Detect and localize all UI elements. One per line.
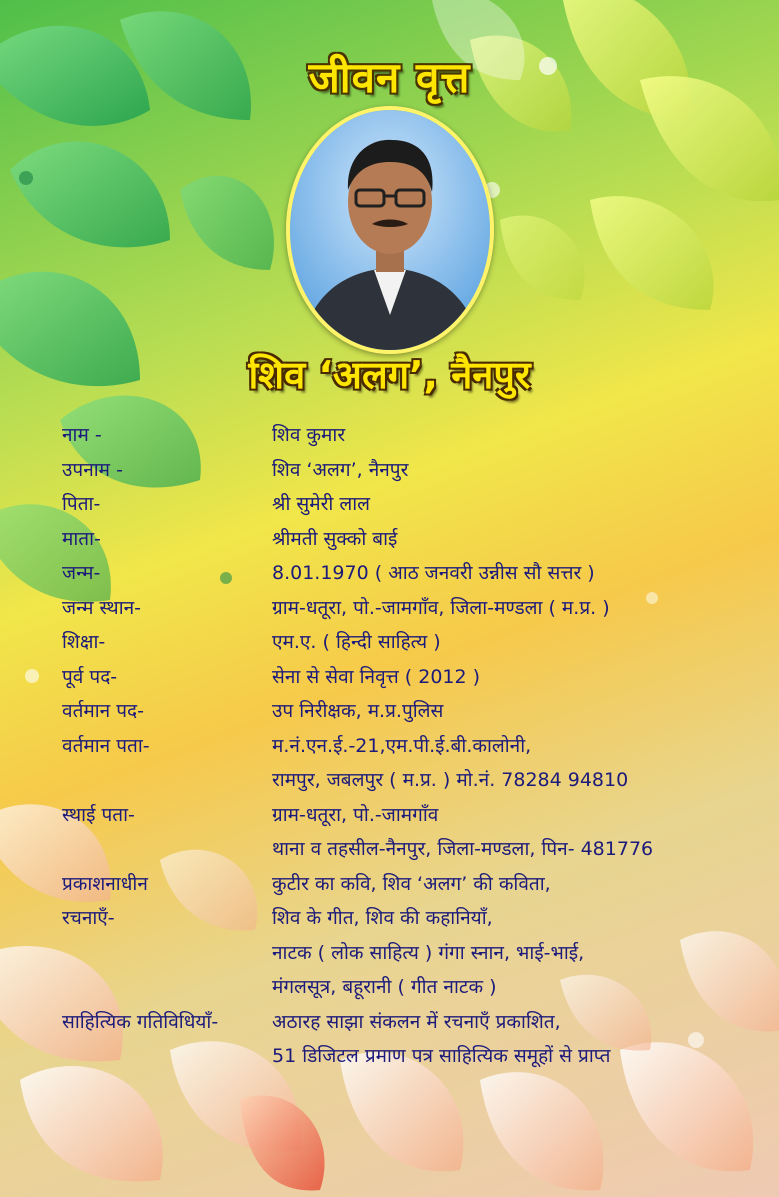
bio-value: शिव ‘अलग’, नैनपुर — [272, 458, 409, 481]
bio-row — [62, 453, 762, 488]
bio-label — [62, 970, 272, 1005]
bio-value: ग्राम-धतूरा, पो.-जामगाँव — [272, 803, 439, 826]
bio-value: एम.ए. ( हिन्दी साहित्य ) — [272, 631, 441, 653]
bio-row — [62, 694, 762, 729]
bio-label — [62, 832, 272, 867]
biodata-list — [62, 418, 762, 1074]
bio-value: श्रीमती सुक्को बाई — [272, 527, 398, 550]
bio-label: स्थाई पता- — [62, 803, 135, 826]
bio-value: रामपुर, जबलपुर ( म.प्र. ) मो.नं. 78284 94810 — [272, 769, 629, 791]
bio-row — [62, 763, 762, 798]
bio-row — [62, 729, 762, 764]
bio-value: शिव कुमार — [272, 424, 346, 446]
bio-label: उपनाम - — [62, 458, 123, 481]
bio-value: उप निरीक्षक, म.प्र.पुलिस — [272, 700, 444, 722]
bio-label: पूर्व पद- — [62, 665, 118, 688]
bio-label: साहित्यिक गतिविधियाँ- — [62, 1010, 219, 1033]
bio-label — [62, 763, 272, 798]
bio-label: शिक्षा- — [62, 631, 106, 653]
bio-label: प्रकाशनाधीन — [62, 872, 148, 895]
bio-value: मंगलसूत्र, बहूरानी ( गीत नाटक ) — [272, 976, 497, 998]
bio-row — [62, 1039, 762, 1074]
bio-value: कुटीर का कवि, शिव ‘अलग’ की कविता, — [272, 872, 551, 895]
bio-value: श्री सुमेरी लाल — [272, 493, 371, 515]
bio-row — [62, 936, 762, 971]
bio-label — [62, 1039, 272, 1074]
bio-row — [62, 867, 762, 902]
bio-label: माता- — [62, 527, 101, 550]
bio-row — [62, 625, 762, 660]
bio-row — [62, 970, 762, 1005]
page-title: जीवन वृत्त — [308, 53, 471, 102]
bio-value: नाटक ( लोक साहित्य ) गंगा स्नान, भाई-भाई, — [272, 941, 585, 964]
bio-row — [62, 418, 762, 453]
bio-value: अठारह साझा संकलन में रचनाएँ प्रकाशित, — [272, 1010, 561, 1033]
bio-label: वर्तमान पता- — [62, 734, 150, 757]
bio-value: शिव के गीत, शिव की कहानियाँ, — [272, 907, 493, 929]
bio-row — [62, 832, 762, 867]
bio-label: वर्तमान पद- — [62, 700, 144, 722]
bio-row — [62, 487, 762, 522]
portrait-photo — [286, 106, 494, 354]
person-silhouette-icon — [290, 110, 490, 350]
bio-row — [62, 522, 762, 557]
bio-label: पिता- — [62, 493, 101, 515]
bio-label: नाम - — [62, 424, 102, 446]
bio-label: जन्म- — [62, 562, 101, 584]
bio-row — [62, 556, 762, 591]
bio-row — [62, 660, 762, 695]
bio-label: रचनाएँ- — [62, 907, 115, 929]
bio-value: म.नं.एन.ई.-21,एम.पी.ई.बी.कालोनी, — [272, 734, 532, 757]
display-name: शिव ‘अलग’, नैनपुर — [248, 353, 531, 397]
bio-value: 8.01.1970 ( आठ जनवरी उन्नीस सौ सत्तर ) — [272, 562, 595, 584]
bio-value: 51 डिजिटल प्रमाण पत्र साहित्यिक समूहों से प्राप्त — [272, 1045, 611, 1067]
bio-value: ग्राम-धतूरा, पो.-जामगाँव, जिला-मण्डला ( म.प्र. ) — [272, 596, 610, 619]
bio-row — [62, 591, 762, 626]
bio-value: सेना से सेवा निवृत्त ( 2012 ) — [272, 665, 481, 688]
bio-label: जन्म स्थान- — [62, 596, 142, 619]
bio-value: थाना व तहसील-नैनपुर, जिला-मण्डला, पिन- 481776 — [272, 838, 654, 860]
bio-row — [62, 1005, 762, 1040]
bio-label — [62, 936, 272, 971]
bio-row — [62, 798, 762, 833]
bio-row — [62, 901, 762, 936]
